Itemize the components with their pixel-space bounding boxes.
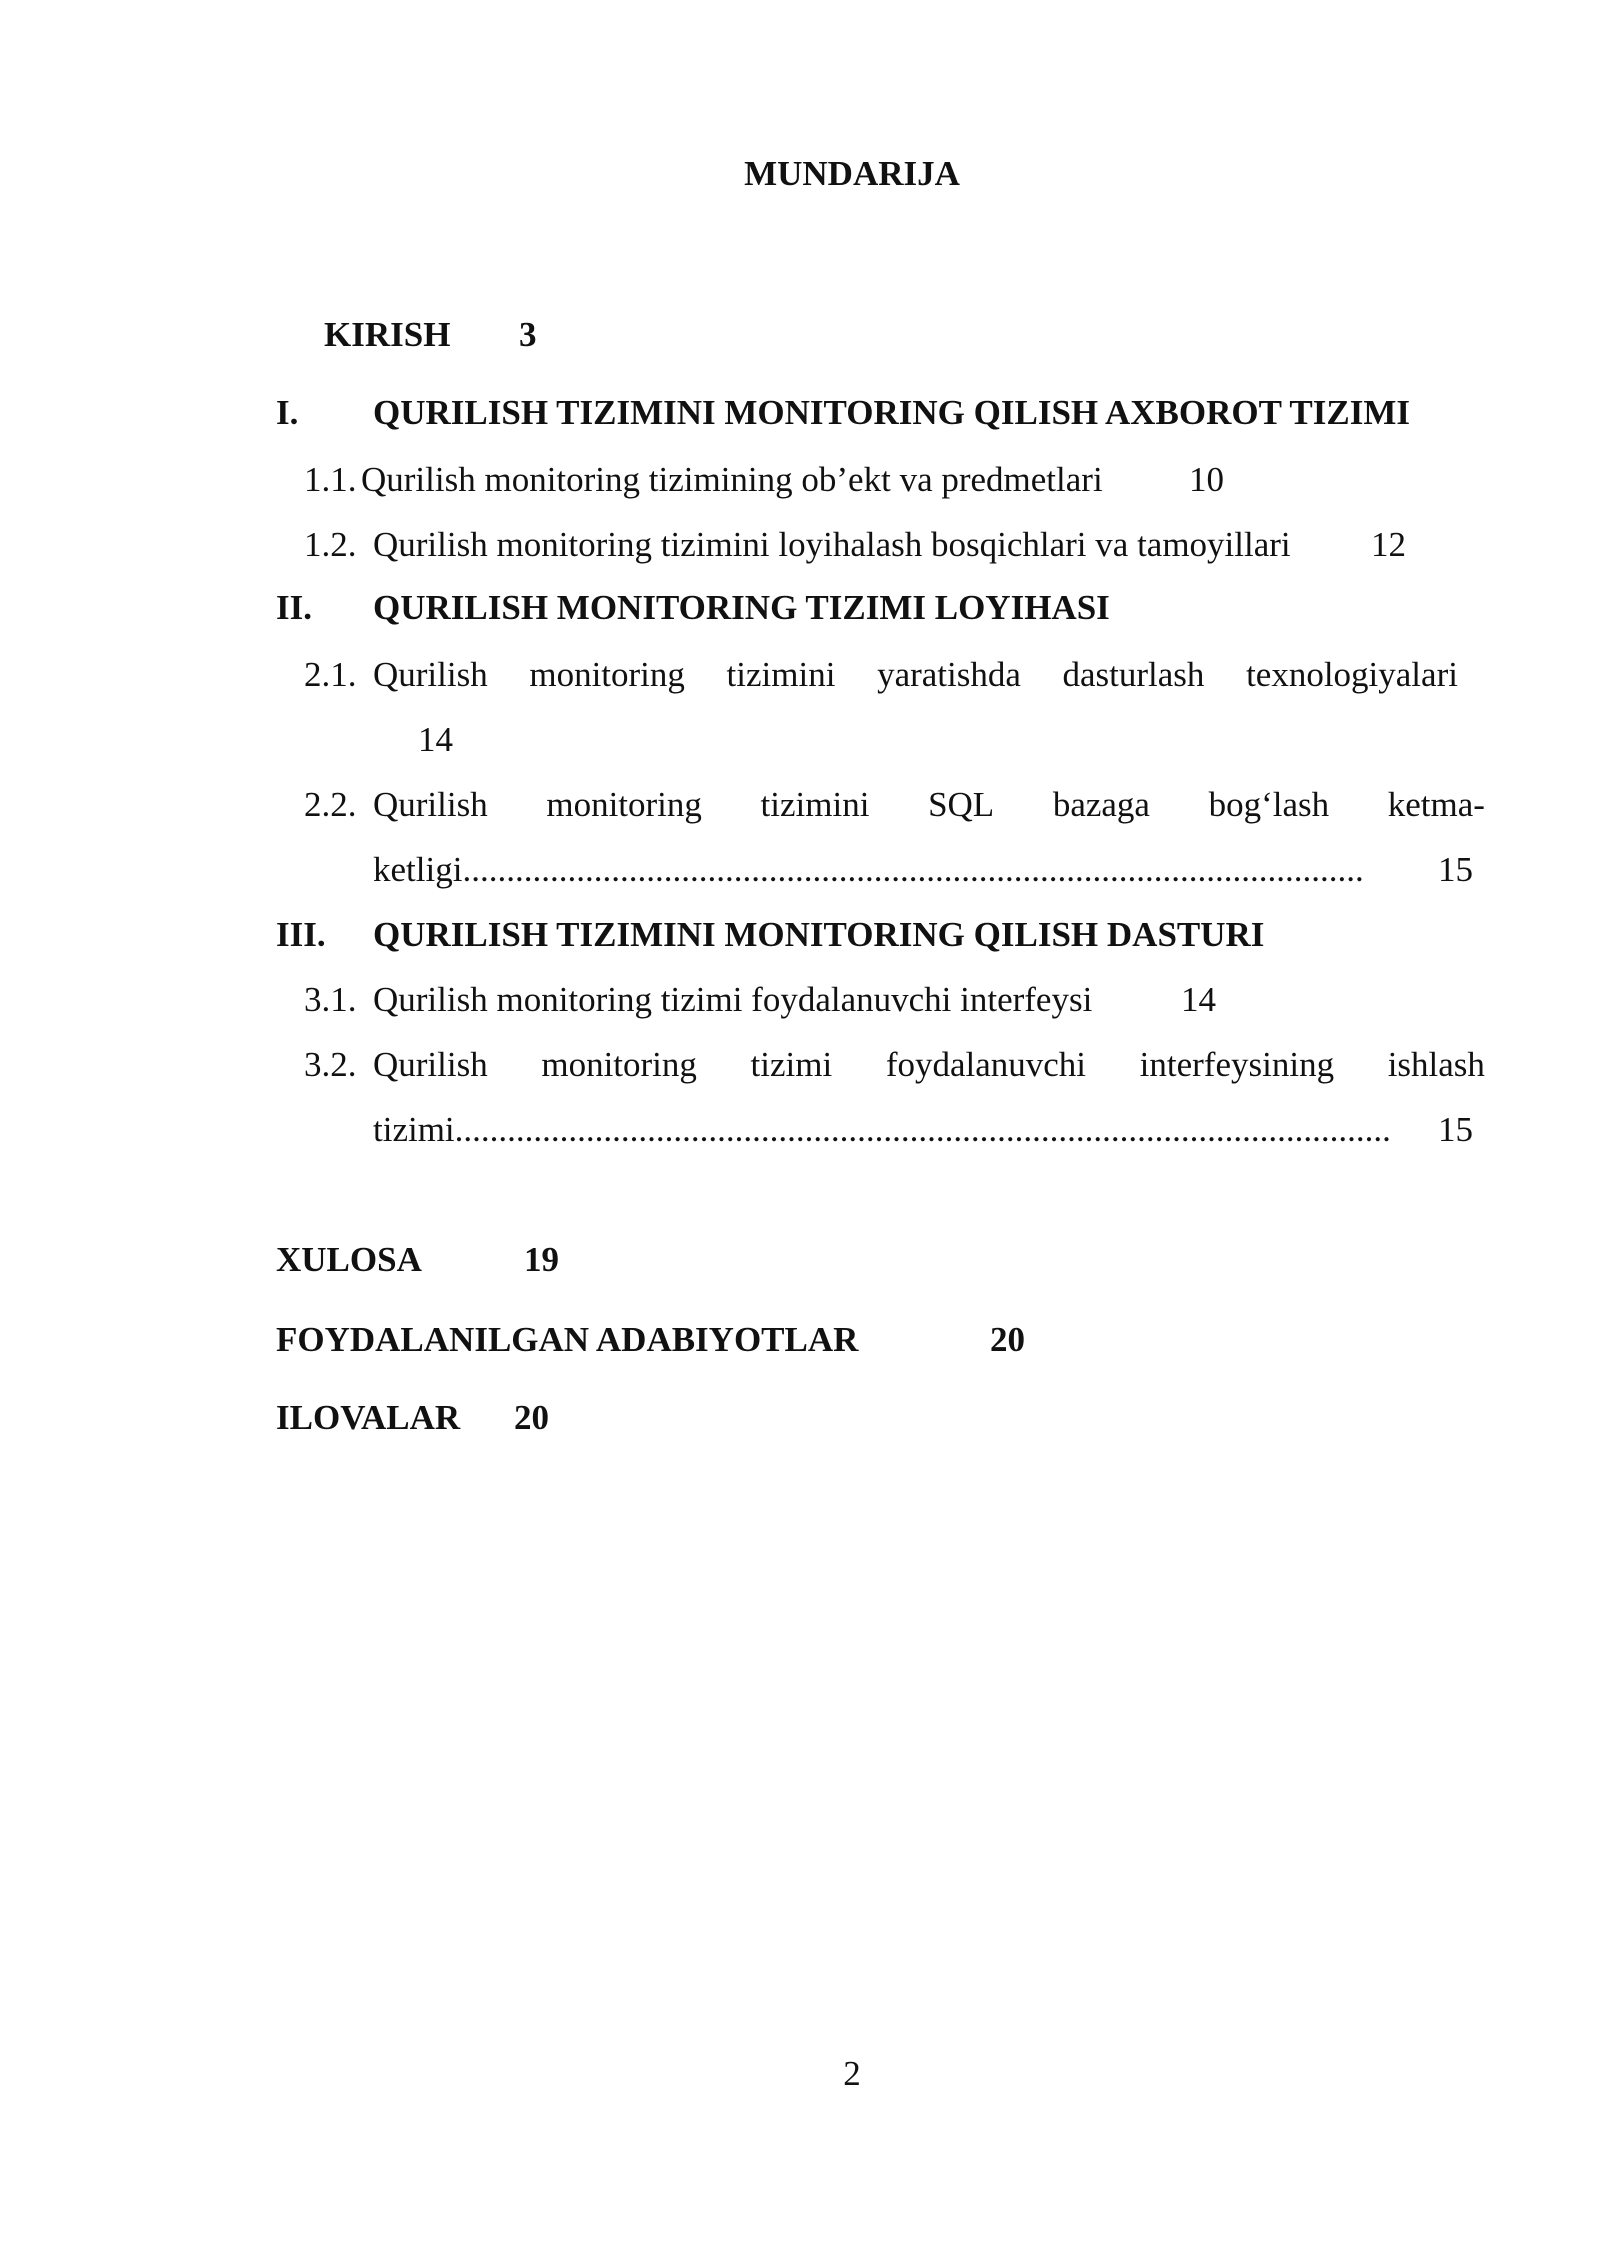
word: ketma- [1387,785,1485,824]
section-2-2-tail: ketligi [373,850,463,889]
toc-references-label: FOYDALANILGAN ADABIYOTLAR [276,1320,859,1359]
word: yaratishda [877,655,1021,694]
word: foydalanuvchi [885,1045,1087,1084]
toc-appendices-page: 20 [514,1398,549,1437]
chapter-3-number: III. [276,915,326,954]
word: Qurilish [373,785,488,824]
section-1-2-page: 12 [1371,525,1406,564]
section-2-1-page: 14 [418,720,453,759]
chapter-3-title: QURILISH TIZIMINI MONITORING QILISH DASTURI [373,915,1265,954]
word: tizimi [750,1045,833,1084]
section-2-2-leader-line [373,848,1473,892]
word: ishlash [1387,1045,1485,1084]
word: monitoring [541,1045,697,1084]
toc-references-page: 20 [990,1320,1025,1359]
toc-appendices-label: ILOVALAR [276,1398,461,1437]
toc-conclusion-label: XULOSA [276,1240,422,1279]
section-2-2-title [373,783,1485,827]
section-1-1-page: 10 [1189,460,1224,499]
word: bog‘lash [1208,785,1330,824]
word: texnologiyalari [1246,655,1458,694]
section-1-1-number: 1.1. [304,460,357,499]
word: bazaga [1052,785,1150,824]
word: SQL [928,785,995,824]
toc-intro-label: KIRISH [324,315,451,354]
word: monitoring [546,785,702,824]
section-2-1-number: 2.1. [304,655,357,694]
toc-conclusion-page: 19 [524,1240,559,1279]
section-1-2-title: Qurilish monitoring tizimini loyihalash bosqichlari va tamoyillari [373,525,1291,564]
section-3-2-tail: tizimi [373,1110,455,1149]
word: tizimini [760,785,870,824]
section-3-2-number: 3.2. [304,1045,357,1084]
page-title: MUNDARIJA [744,154,960,193]
section-1-2-number: 1.2. [304,525,357,564]
chapter-2-title: QURILISH MONITORING TIZIMI LOYIHASI [373,588,1110,627]
section-2-2-number: 2.2. [304,785,357,824]
section-3-1-number: 3.1. [304,980,357,1019]
section-3-2-title [373,1043,1485,1087]
section-2-1-title [373,653,1458,697]
word: dasturlash [1062,655,1205,694]
section-1-1-title: Qurilish monitoring tizimining ob’ekt va predmetlari [361,460,1103,499]
chapter-1-title: QURILISH TIZIMINI MONITORING QILISH AXBOROT TIZIMI [373,393,1410,432]
chapter-1-number: I. [276,393,299,432]
page-number: 2 [843,2054,861,2093]
word: monitoring [529,655,685,694]
word: interfeysining [1139,1045,1335,1084]
section-3-1-title: Qurilish monitoring tizimi foydalanuvchi interfeysi [373,980,1093,1019]
word: Qurilish [373,1045,488,1084]
section-3-2-leader-line [373,1108,1473,1152]
dot-leader: ....................................................................................................... [462,850,1364,889]
toc-intro-page: 3 [519,315,537,354]
section-3-2-page: 15 [1438,1110,1473,1149]
section-2-2-page: 15 [1438,850,1473,889]
chapter-2-number: II. [276,588,312,627]
word: tizimini [726,655,836,694]
dot-leader: ........................................................................................................... [454,1110,1391,1149]
section-3-1-page: 14 [1181,980,1216,1019]
word: Qurilish [373,655,488,694]
